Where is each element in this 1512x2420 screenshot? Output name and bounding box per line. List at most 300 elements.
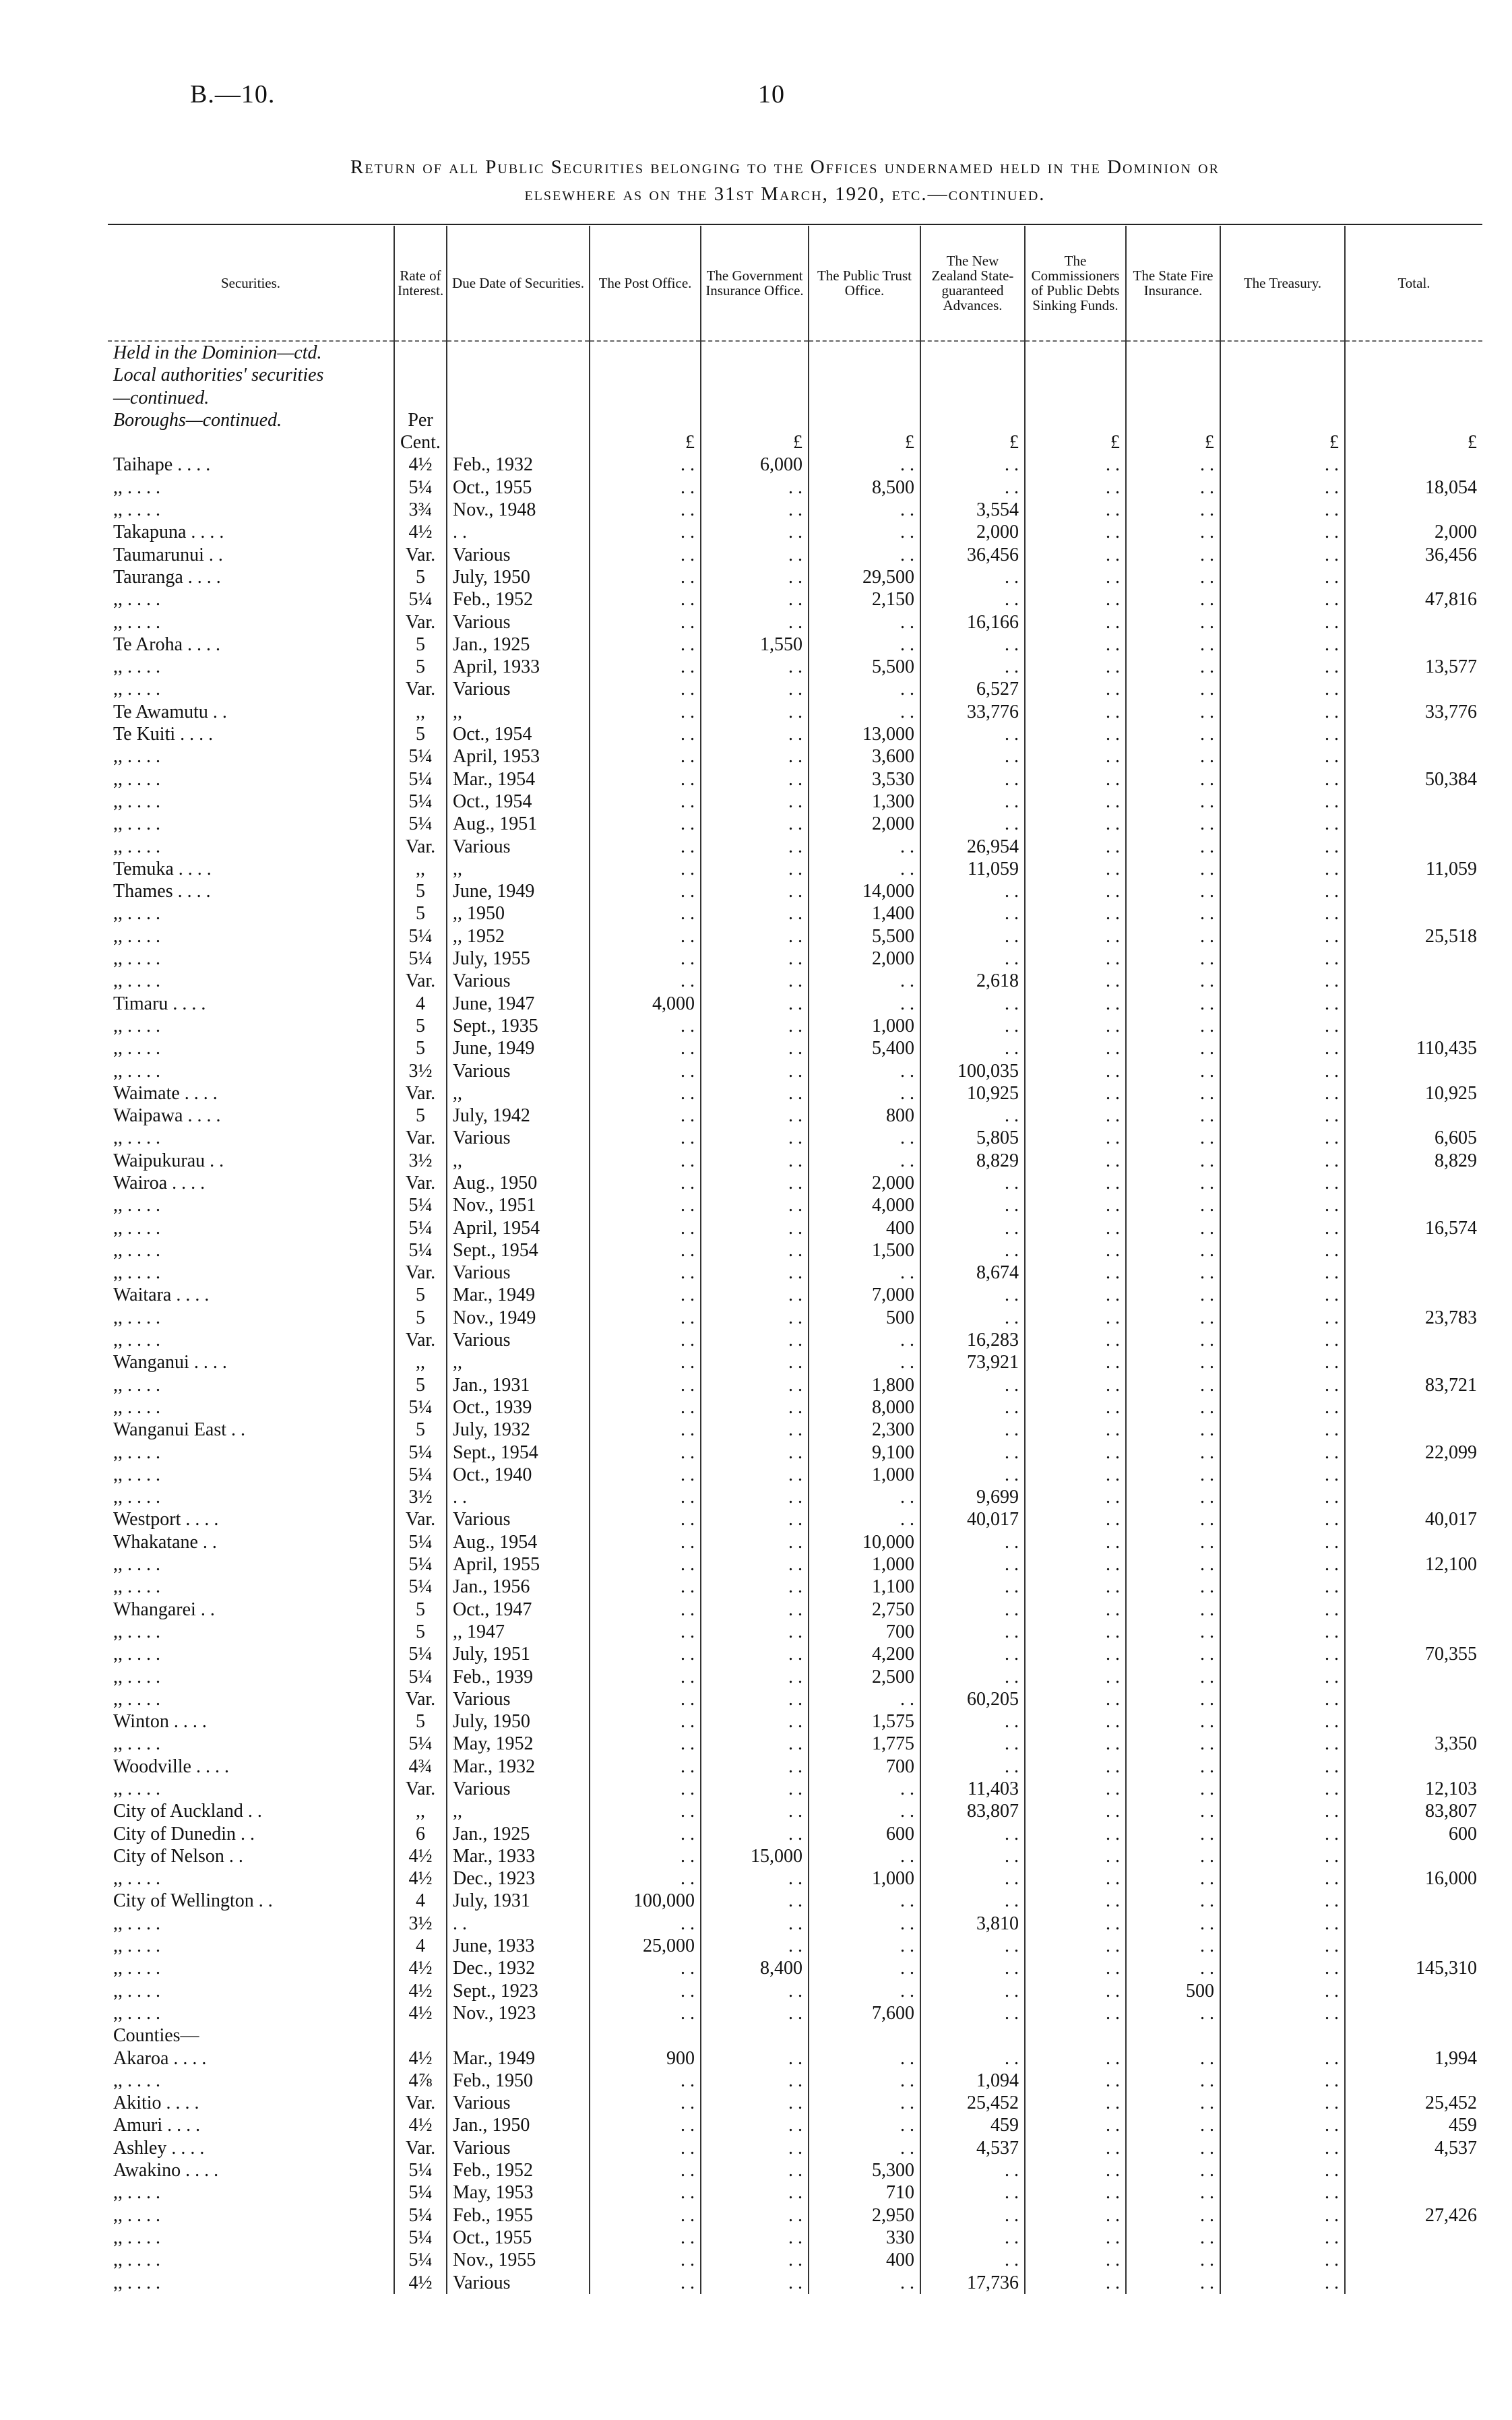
table-row bbox=[108, 1733, 1482, 1755]
table-cell: . . bbox=[590, 1576, 701, 1598]
table-cell: July, 1931 bbox=[447, 1890, 590, 1912]
table-cell: . . bbox=[1220, 2181, 1345, 2204]
table-cell: . . bbox=[1025, 948, 1126, 970]
table-row bbox=[108, 880, 1482, 902]
table-cell bbox=[590, 387, 701, 409]
table-cell bbox=[590, 409, 701, 431]
table-cell: . . bbox=[1025, 1621, 1126, 1643]
table-cell: . . bbox=[701, 1239, 809, 1262]
table-cell: Wairoa . . . . bbox=[108, 1172, 394, 1194]
table-cell bbox=[1345, 1105, 1482, 1127]
table-cell: 459 bbox=[920, 2114, 1025, 2136]
table-cell: 16,574 bbox=[1425, 1217, 1477, 1239]
table-cell: Various bbox=[447, 2272, 590, 2294]
table-cell: . . bbox=[1220, 611, 1345, 633]
table-cell: . . bbox=[809, 1082, 920, 1105]
table-cell: 4,200 bbox=[809, 1643, 920, 1665]
table-cell: . . bbox=[1025, 1396, 1126, 1419]
table-cell: . . bbox=[1025, 1037, 1126, 1059]
table-cell: 12,103 bbox=[1425, 1778, 1477, 1799]
table-cell: . . bbox=[1220, 544, 1345, 566]
table-cell: 5 bbox=[394, 1374, 447, 1396]
table-cell: . . bbox=[590, 1688, 701, 1710]
table-cell: 36,456 bbox=[1425, 544, 1477, 565]
table-cell: . . bbox=[590, 1464, 701, 1486]
table-cell: . . bbox=[1025, 1890, 1126, 1912]
table-cell bbox=[447, 341, 590, 364]
table-cell: Oct., 1940 bbox=[447, 1464, 590, 1486]
table-cell: 4,537 bbox=[1435, 2137, 1477, 2159]
table-cell: Whakatane . . bbox=[108, 1531, 394, 1553]
table-cell: May, 1952 bbox=[447, 1733, 590, 1755]
table-cell: . . bbox=[809, 1060, 920, 1082]
table-cell: 2,950 bbox=[809, 2204, 920, 2227]
table-cell: . . bbox=[1126, 1217, 1220, 1239]
table-cell bbox=[1345, 454, 1482, 476]
table-row bbox=[108, 2070, 1482, 2092]
table-cell: 4½ bbox=[394, 1957, 447, 1979]
table-title-line-2: elsewhere as on the 31st March, 1920, etc.—continued. bbox=[524, 183, 1046, 205]
table-row bbox=[108, 1867, 1482, 1890]
table-cell: . . bbox=[590, 1329, 701, 1351]
table-cell: 3¾ bbox=[394, 499, 447, 521]
table-cell bbox=[920, 341, 1025, 364]
table-cell: . . bbox=[590, 1800, 701, 1822]
table-cell: . . bbox=[1220, 1217, 1345, 1239]
table-cell: ,, . . . . bbox=[108, 1015, 394, 1037]
table-cell: ,, . . . . bbox=[108, 1867, 394, 1890]
table-cell bbox=[394, 341, 447, 364]
table-cell bbox=[1345, 1194, 1482, 1216]
table-cell: . . bbox=[1220, 2047, 1345, 2070]
table-cell: . . bbox=[590, 678, 701, 700]
table-cell: ,, . . . . bbox=[108, 902, 394, 925]
table-cell: . . bbox=[701, 1733, 809, 1755]
table-cell: . . bbox=[1025, 2137, 1126, 2159]
table-cell: Nov., 1955 bbox=[447, 2249, 590, 2271]
table-cell: . . bbox=[701, 948, 809, 970]
table-cell: . . bbox=[1220, 633, 1345, 656]
table-cell: . . bbox=[1220, 1800, 1345, 1822]
page-number: 10 bbox=[758, 80, 785, 108]
table-cell: . . bbox=[590, 1262, 701, 1284]
table-cell: . . bbox=[701, 1576, 809, 1598]
table-cell: 4,000 bbox=[809, 1194, 920, 1216]
table-cell bbox=[1345, 1688, 1482, 1710]
table-cell: Mar., 1954 bbox=[447, 768, 590, 790]
table-cell: ,, . . . . bbox=[108, 1127, 394, 1149]
table-cell: Var. bbox=[394, 1688, 447, 1710]
table-row bbox=[108, 1576, 1482, 1598]
table-cell: . . bbox=[809, 611, 920, 633]
table-cell: Var. bbox=[394, 1127, 447, 1149]
table-cell: ,, . . . . bbox=[108, 1553, 394, 1576]
table-cell: City of Nelson . . bbox=[108, 1845, 394, 1867]
table-cell: Var. bbox=[394, 836, 447, 858]
table-row bbox=[108, 768, 1482, 790]
table-cell: 5 bbox=[394, 902, 447, 925]
table-cell: . . bbox=[809, 1980, 920, 2002]
table-cell: 5 bbox=[394, 1710, 447, 1733]
table-cell: . . bbox=[590, 1643, 701, 1665]
table-cell: . . bbox=[920, 790, 1025, 813]
table-cell: 13,577 bbox=[1425, 656, 1477, 678]
table-cell bbox=[1345, 409, 1482, 431]
table-cell: . . bbox=[1126, 993, 1220, 1015]
table-cell: . . bbox=[590, 1374, 701, 1396]
table-cell: Various bbox=[447, 1688, 590, 1710]
table-cell: . . bbox=[1126, 1262, 1220, 1284]
table-cell: . . bbox=[920, 1935, 1025, 1957]
table-cell: . . bbox=[1126, 1351, 1220, 1373]
table-cell: 6,605 bbox=[1435, 1127, 1477, 1149]
table-cell: . . bbox=[701, 768, 809, 790]
table-cell: . . bbox=[1126, 1329, 1220, 1351]
table-cell: 5 bbox=[394, 1621, 447, 1643]
table-cell: 25,000 bbox=[590, 1935, 701, 1957]
table-row bbox=[108, 1037, 1482, 1059]
table-cell: . . bbox=[1220, 2159, 1345, 2181]
table-cell: . . bbox=[1220, 1396, 1345, 1419]
table-cell: . . bbox=[1220, 1576, 1345, 1598]
table-cell bbox=[1345, 499, 1482, 521]
table-cell: . . bbox=[920, 2249, 1025, 2271]
table-cell: . . bbox=[920, 476, 1025, 499]
table-cell: . . bbox=[1126, 454, 1220, 476]
table-cell: . . bbox=[1126, 1396, 1220, 1419]
table-cell: . . bbox=[1126, 1599, 1220, 1621]
table-cell: 17,736 bbox=[920, 2272, 1025, 2294]
table-cell bbox=[1345, 2181, 1482, 2204]
table-title-line-1: Return of all Public Securities belonging to the Offices undernamed held in the Dominion or bbox=[350, 156, 1220, 178]
table-cell: . . bbox=[1025, 1150, 1126, 1172]
table-cell: . . bbox=[1220, 1508, 1345, 1530]
table-row bbox=[108, 2159, 1482, 2181]
table-cell: 1,500 bbox=[809, 1239, 920, 1262]
table-row bbox=[108, 2024, 1482, 2047]
table-cell: . . bbox=[1025, 1351, 1126, 1373]
table-cell: . . bbox=[1126, 1867, 1220, 1890]
table-cell: . . bbox=[590, 611, 701, 633]
table-cell: Sept., 1954 bbox=[447, 1239, 590, 1262]
table-cell: 700 bbox=[809, 1621, 920, 1643]
table-cell: . . bbox=[590, 1441, 701, 1464]
table-cell: ,, 1950 bbox=[447, 902, 590, 925]
table-cell: 25,452 bbox=[1425, 2092, 1477, 2114]
table-cell: . . bbox=[920, 1576, 1025, 1598]
table-cell: . . bbox=[1126, 1082, 1220, 1105]
table-cell: Jan., 1950 bbox=[447, 2114, 590, 2136]
table-row bbox=[108, 1374, 1482, 1396]
table-cell: 70,355 bbox=[1425, 1644, 1477, 1665]
table-cell: . . bbox=[920, 1867, 1025, 1890]
table-cell bbox=[394, 2024, 447, 2047]
table-cell: . . bbox=[1025, 902, 1126, 925]
table-row bbox=[108, 1957, 1482, 1979]
table-row bbox=[108, 2181, 1482, 2204]
table-row bbox=[108, 1262, 1482, 1284]
table-cell: . . bbox=[1220, 1194, 1345, 1216]
table-cell: Feb., 1950 bbox=[447, 2070, 590, 2092]
table-cell: . . bbox=[1025, 656, 1126, 678]
table-cell: ,, . . . . bbox=[108, 2204, 394, 2227]
table-cell: 83,807 bbox=[920, 1800, 1025, 1822]
table-cell: 13,000 bbox=[809, 723, 920, 745]
table-row bbox=[108, 611, 1482, 633]
table-cell: Amuri . . . . bbox=[108, 2114, 394, 2136]
table-cell: Various bbox=[447, 2092, 590, 2114]
table-cell bbox=[1345, 2002, 1482, 2024]
table-cell: . . bbox=[1025, 521, 1126, 543]
table-row bbox=[108, 902, 1482, 925]
table-cell: ,, . . . . bbox=[108, 1307, 394, 1329]
table-cell: . . bbox=[1220, 1710, 1345, 1733]
table-cell: . . bbox=[809, 1688, 920, 1710]
table-cell: 25,518 bbox=[1425, 925, 1477, 947]
table-row bbox=[108, 2092, 1482, 2114]
table-cell: . . bbox=[1126, 1733, 1220, 1755]
table-cell bbox=[1345, 1913, 1482, 1935]
table-cell: Woodville . . . . bbox=[108, 1756, 394, 1778]
table-cell: . . bbox=[590, 521, 701, 543]
table-cell: Oct., 1954 bbox=[447, 723, 590, 745]
table-cell: ,, . . . . bbox=[108, 1262, 394, 1284]
table-cell: . . bbox=[701, 2070, 809, 2092]
table-cell: . . bbox=[920, 1284, 1025, 1306]
table-cell: ,, . . . . bbox=[108, 1374, 394, 1396]
table-cell: . . bbox=[1025, 1666, 1126, 1688]
table-row bbox=[108, 1284, 1482, 1306]
table-cell: . . bbox=[590, 566, 701, 588]
table-row bbox=[108, 701, 1482, 723]
table-cell bbox=[1220, 387, 1345, 409]
table-cell bbox=[1126, 2024, 1220, 2047]
table-cell: . . bbox=[590, 1756, 701, 1778]
table-cell: ,, bbox=[447, 1082, 590, 1105]
table-cell bbox=[1345, 1710, 1482, 1733]
table-cell bbox=[1345, 790, 1482, 813]
table-cell: . . bbox=[590, 1845, 701, 1867]
table-cell: . . bbox=[701, 1172, 809, 1194]
table-cell: . . bbox=[1126, 521, 1220, 543]
table-cell bbox=[1345, 1262, 1482, 1284]
table-cell: 8,829 bbox=[1435, 1150, 1477, 1171]
table-cell: . . bbox=[1025, 1441, 1126, 1464]
table-cell: . . bbox=[1126, 768, 1220, 790]
table-cell: 1,800 bbox=[809, 1374, 920, 1396]
table-cell: July, 1951 bbox=[447, 1643, 590, 1665]
table-row bbox=[108, 2137, 1482, 2159]
table-cell: . . bbox=[1126, 1576, 1220, 1598]
table-cell: 2,150 bbox=[809, 588, 920, 611]
table-cell: . . bbox=[809, 1262, 920, 1284]
table-cell: Wanganui . . . . bbox=[108, 1351, 394, 1373]
table-cell: . . bbox=[920, 1980, 1025, 2002]
table-cell: 11,403 bbox=[920, 1778, 1025, 1800]
table-cell: July, 1932 bbox=[447, 1419, 590, 1441]
table-cell: Ashley . . . . bbox=[108, 2137, 394, 2159]
table-cell: 12,100 bbox=[1425, 1554, 1477, 1576]
table-cell: . . bbox=[1220, 2092, 1345, 2114]
table-cell: . . bbox=[1220, 948, 1345, 970]
table-cell: . . bbox=[1220, 1082, 1345, 1105]
table-cell: ,, . . . . bbox=[108, 1239, 394, 1262]
table-cell: £ bbox=[1126, 431, 1220, 454]
table-cell: ,, . . . . bbox=[108, 656, 394, 678]
table-cell: 5¼ bbox=[394, 948, 447, 970]
table-cell: . . bbox=[809, 678, 920, 700]
table-cell: . . bbox=[1126, 836, 1220, 858]
table-cell: . . bbox=[1025, 723, 1126, 745]
table-cell: ,, bbox=[447, 701, 590, 723]
table-cell: . . bbox=[1025, 1307, 1126, 1329]
table-cell: . . bbox=[1220, 723, 1345, 745]
table-cell bbox=[1345, 1486, 1482, 1508]
table-cell bbox=[1345, 813, 1482, 835]
securities-table bbox=[108, 226, 1482, 2294]
table-cell: Whangarei . . bbox=[108, 1599, 394, 1621]
table-cell: . . bbox=[920, 1666, 1025, 1688]
table-cell: . . bbox=[590, 1150, 701, 1172]
table-cell: Var. bbox=[394, 544, 447, 566]
table-cell: . . bbox=[447, 1486, 590, 1508]
table-cell: 8,500 bbox=[809, 476, 920, 499]
table-cell: . . bbox=[920, 1756, 1025, 1778]
table-cell: 1,000 bbox=[809, 1867, 920, 1890]
table-cell: . . bbox=[701, 1553, 809, 1576]
table-cell: . . bbox=[590, 2249, 701, 2271]
table-cell: 4 bbox=[394, 993, 447, 1015]
table-cell: 5¼ bbox=[394, 1576, 447, 1598]
table-cell: July, 1950 bbox=[447, 1710, 590, 1733]
table-cell: . . bbox=[1220, 836, 1345, 858]
table-cell: Feb., 1952 bbox=[447, 588, 590, 611]
table-cell: . . bbox=[809, 2092, 920, 2114]
table-row bbox=[108, 454, 1482, 476]
table-cell: 3,810 bbox=[920, 1913, 1025, 1935]
table-cell: Various bbox=[447, 611, 590, 633]
table-cell: . . bbox=[1220, 1351, 1345, 1373]
table-cell: . . bbox=[590, 1733, 701, 1755]
table-cell: . . bbox=[1025, 2272, 1126, 2294]
table-cell: . . bbox=[1220, 768, 1345, 790]
table-cell bbox=[1126, 341, 1220, 364]
table-cell: . . bbox=[920, 656, 1025, 678]
table-cell: . . bbox=[1025, 1172, 1126, 1194]
table-cell: . . bbox=[701, 813, 809, 835]
table-row bbox=[108, 948, 1482, 970]
table-cell: 9,699 bbox=[920, 1486, 1025, 1508]
table-cell: . . bbox=[1025, 1374, 1126, 1396]
table-cell: 73,921 bbox=[920, 1351, 1025, 1373]
table-cell: 330 bbox=[809, 2227, 920, 2249]
table-cell: 500 bbox=[1126, 1980, 1220, 2002]
table-cell: 3½ bbox=[394, 1913, 447, 1935]
table-cell: Westport . . . . bbox=[108, 1508, 394, 1530]
table-cell: . . bbox=[1025, 1935, 1126, 1957]
table-cell: . . bbox=[1025, 1194, 1126, 1216]
table-cell: . . bbox=[701, 1464, 809, 1486]
table-cell: . . bbox=[1025, 1217, 1126, 1239]
table-cell: . . bbox=[701, 880, 809, 902]
table-cell: 1,994 bbox=[1435, 2047, 1477, 2069]
table-cell: . . bbox=[1025, 1262, 1126, 1284]
table-cell: 5 bbox=[394, 723, 447, 745]
table-cell: 2,000 bbox=[1435, 522, 1477, 543]
table-cell bbox=[394, 364, 447, 386]
table-cell: Various bbox=[447, 836, 590, 858]
table-cell: . . bbox=[1220, 1060, 1345, 1082]
table-cell: . . bbox=[1025, 1710, 1126, 1733]
table-cell: . . bbox=[590, 1419, 701, 1441]
table-cell: ,, . . . . bbox=[108, 1733, 394, 1755]
table-cell bbox=[108, 431, 394, 454]
table-cell: . . bbox=[590, 880, 701, 902]
table-cell bbox=[1126, 409, 1220, 431]
table-row bbox=[108, 588, 1482, 611]
table-cell: . . bbox=[590, 2092, 701, 2114]
table-cell: . . bbox=[1220, 1441, 1345, 1464]
table-cell: City of Dunedin . . bbox=[108, 1823, 394, 1845]
table-row bbox=[108, 633, 1482, 656]
table-cell: . . bbox=[1220, 2070, 1345, 2092]
table-row bbox=[108, 499, 1482, 521]
table-row bbox=[108, 1239, 1482, 1262]
table-cell bbox=[1345, 1284, 1482, 1306]
table-cell: Taumarunui . . bbox=[108, 544, 394, 566]
table-cell: . . bbox=[701, 1396, 809, 1419]
table-cell: . . bbox=[1220, 1239, 1345, 1262]
table-cell: . . bbox=[590, 2070, 701, 2092]
table-cell: . . bbox=[1025, 1913, 1126, 1935]
table-cell: 2,000 bbox=[809, 813, 920, 835]
table-cell: . . bbox=[1220, 1105, 1345, 1127]
table-cell: . . bbox=[701, 925, 809, 948]
table-cell: . . bbox=[920, 633, 1025, 656]
table-cell: . . bbox=[701, 723, 809, 745]
table-cell: . . bbox=[1126, 1621, 1220, 1643]
table-cell: Various bbox=[447, 1127, 590, 1149]
table-cell: . . bbox=[590, 836, 701, 858]
table-cell bbox=[1345, 1599, 1482, 1621]
table-cell: 5¼ bbox=[394, 1217, 447, 1239]
table-cell: ,, . . . . bbox=[108, 1980, 394, 2002]
table-cell: . . bbox=[590, 454, 701, 476]
table-row bbox=[108, 409, 1482, 431]
table-cell: ,, bbox=[394, 858, 447, 880]
table-cell: . . bbox=[1025, 2159, 1126, 2181]
table-row bbox=[108, 1015, 1482, 1037]
table-cell: . . bbox=[701, 1688, 809, 1710]
table-cell bbox=[1345, 1329, 1482, 1351]
table-cell: 600 bbox=[809, 1823, 920, 1845]
table-cell: 5 bbox=[394, 1284, 447, 1306]
table-cell: ,, . . . . bbox=[108, 2227, 394, 2249]
table-cell bbox=[447, 409, 590, 431]
table-cell: . . bbox=[1126, 902, 1220, 925]
table-cell: 459 bbox=[1449, 2115, 1477, 2136]
table-cell: . . bbox=[1025, 633, 1126, 656]
table-cell: . . bbox=[590, 2272, 701, 2294]
table-cell: . . bbox=[590, 1666, 701, 1688]
table-cell: 3,350 bbox=[1435, 1733, 1477, 1755]
table-cell: . . bbox=[1025, 1329, 1126, 1351]
table-cell: . . bbox=[701, 566, 809, 588]
table-cell: 10,925 bbox=[920, 1082, 1025, 1105]
table-cell: 8,674 bbox=[920, 1262, 1025, 1284]
table-cell: Feb., 1955 bbox=[447, 2204, 590, 2227]
table-cell: ,, . . . . bbox=[108, 1957, 394, 1979]
